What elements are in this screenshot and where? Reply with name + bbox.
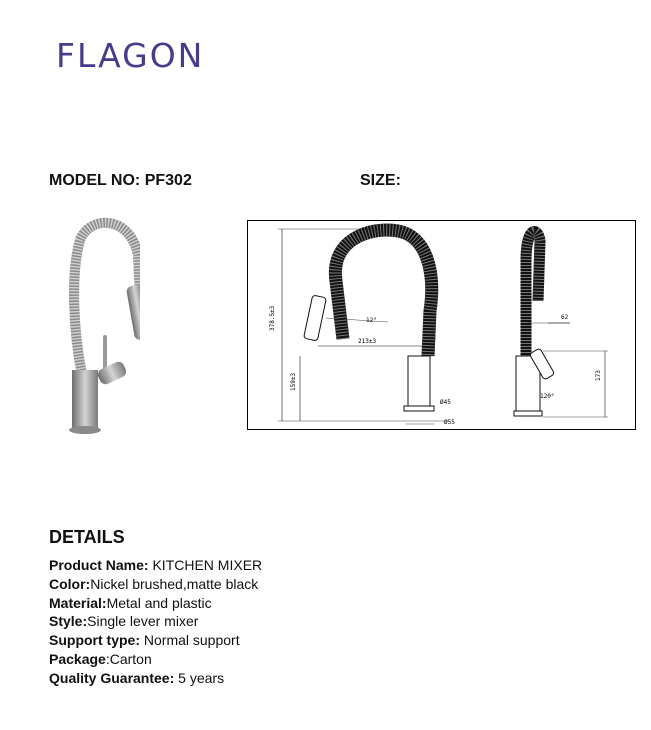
dim-rotation: 120° <box>540 393 555 400</box>
dim-handle: 62 <box>561 314 569 321</box>
dim-lower-height: 159±3 <box>290 372 297 391</box>
detail-row: Material:Metal and plastic <box>49 594 212 611</box>
dim-flange: Ø55 <box>444 419 455 426</box>
technical-drawing <box>247 220 636 430</box>
brand-logo: FLAGON <box>56 36 205 75</box>
dim-angle: 12° <box>366 317 377 324</box>
dim-side-height: 173 <box>595 370 602 381</box>
detail-row: Quality Guarantee: 5 years <box>49 669 225 686</box>
detail-row: Package:Carton <box>49 650 152 667</box>
detail-row: Color:Nickel brushed,matte black <box>49 575 259 592</box>
model-number: MODEL NO: PF302 <box>49 172 192 189</box>
detail-row: Style:Single lever mixer <box>49 613 199 630</box>
details-list <box>49 556 262 688</box>
faucet-photo <box>60 215 140 440</box>
detail-row: Support type: Normal support <box>49 632 240 649</box>
size-label: SIZE: <box>360 172 401 189</box>
detail-row: Product Name: KITCHEN MIXER <box>49 557 263 573</box>
dim-reach: 213±3 <box>358 338 377 345</box>
details-title: DETAILS <box>49 527 125 547</box>
dim-height: 378.5±3 <box>269 305 276 331</box>
dim-base: Ø45 <box>440 399 451 406</box>
